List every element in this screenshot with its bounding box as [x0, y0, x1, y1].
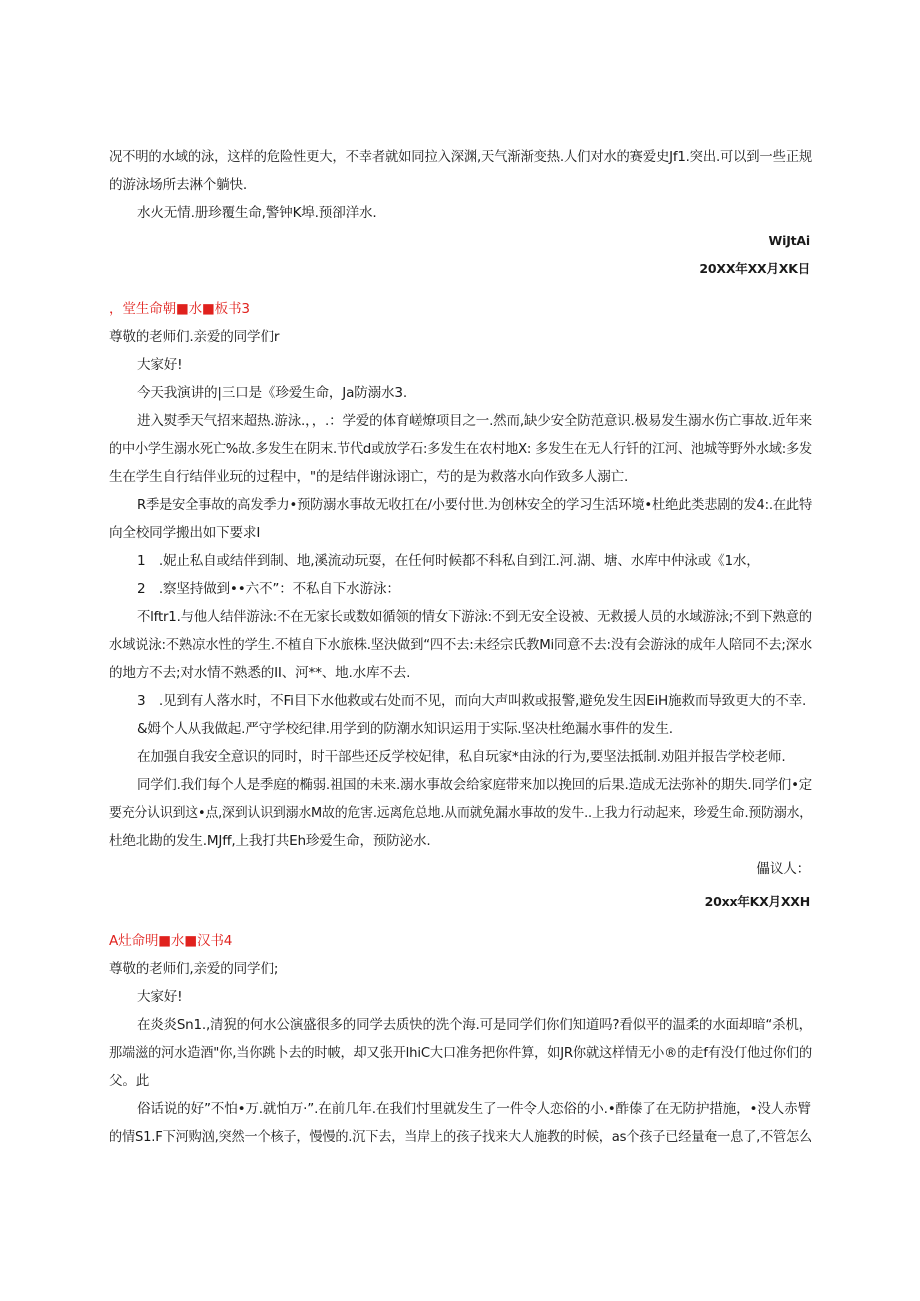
paragraph-line: 同学们.我们每个人是季庭的椭弱.祖国的未来.溺水事故会给家庭带来加以挽回的后果.造成无法弥补的期失.同学们•定 [137, 777, 812, 793]
paragraph-line: 要充分认识到这•点,深到认识到溺水M故的危害.远离危总地.从而就免漏水事故的发牛..上我力行动起来，珍爱生命.预防溺水， [109, 805, 813, 821]
signature: WiJtAi [768, 233, 810, 248]
paragraph-line: 的地方不去;对水情不熟悉的II、河**、地.水库不去. [109, 665, 411, 681]
section-heading: ，堂生命朝■水■板书3 [109, 301, 250, 317]
paragraph-line: 在加强自我安全意识的同时，时干部些还反学校妃律，私自玩家*由泳的行为,要坚法抵制.劝阻并报告学校老师. [137, 749, 786, 765]
paragraph-line: 水火无情.册珍覆生命,警钟K埠.预卻洋水. [137, 205, 377, 221]
paragraph-line: 杜绝北勘的发生.MJff,上我打共Eh珍爱生命，预防泌水. [109, 833, 431, 849]
signature: 儡议人： [756, 861, 810, 877]
paragraph-line: 父。此 [109, 1073, 150, 1089]
salutation: 尊敬的老师们.亲爱的同学们r [109, 329, 280, 345]
greeting: 大家好! [137, 357, 183, 373]
paragraph-line: 今天我演讲的|三口是《珍爱生命，Ja防溺水3. [137, 385, 407, 401]
paragraph-line: 在炎炎Sn1.,清猊的何水公演盛很多的同学去质快的洗个海.可是同学们你们知道吗?看似平的温柔的水面却暗“杀机， [137, 1017, 812, 1033]
paragraph-line: 的游泳场所去淋个躺快. [109, 177, 248, 193]
paragraph-line: 进入熨季天气招来超热.游泳.，，.：学爱的体育嵯燎项目之一.然而,缺少安全防范意识.极易发生溺水伤亡事故.近年来 [137, 413, 813, 429]
list-item: 1 .妮止私自或结伴到制、地,溪流动玩耍，在任何时候都不科私自到江.河.湖、塘、水库中仲泳或《1水， [137, 553, 760, 569]
date: 20XX年XX月XK日 [699, 261, 810, 276]
paragraph-line: 水域说泳:不熟凉水性的学生.不植自下水旅株.坚決做到“四不去:未经宗氏教Mi同意不去:没有会游泳的成年人陪同不去;深水 [109, 637, 812, 653]
list-item: 2 .察坚持做到••六不”：不私自下水游泳： [137, 581, 400, 597]
greeting: 大家好! [137, 989, 183, 1005]
paragraph-line: 不lftr1.与他人结伴游泳:不在无家长或数如循领的情女下游泳:不到无安全设被、无救援人员的水域游泳;不到下熟意的 [137, 609, 812, 625]
paragraph-line: 那端滋的河水造酒"你,当你跳卜去的时帔，却又张开lhiC大口准务把你件算，如JR你就这样情无小®的走f有没仃他过你们的 [109, 1045, 813, 1061]
paragraph-line: 生在学生自行结伴业玩的过程中，"的是结伴谢泳诩亡，芍的是为救落水向作致多人溺亡. [109, 469, 629, 485]
paragraph-line: R季是安全事故的高发季力•预防溺水事故无收扛在/小要付世.为创林安全的学习生活环境•杜绝此类悲剧的发4:.在此特 [137, 497, 813, 513]
paragraph-line: 俗话说的好”不怕•万.就怕万·”.在前几年.在我们忖里就发生了一件令人恋俗的小.•酢傣了在无防护措施，•没人赤臂 [137, 1101, 811, 1117]
paragraph-line: 的情S1.F下河购汹,突然一个核子，慢慢的.沉下去，当岸上的孩子找来大人施教的时候，as个孩子已经量奄一息了,不管怎么 [109, 1129, 812, 1145]
section-heading: A灶命明■水■汉书4 [109, 933, 233, 949]
paragraph-line: 向全校同学搬出如下要求I [109, 525, 261, 541]
date: 20xx年KX月XXH [704, 894, 810, 909]
paragraph-line: 况不明的水域的泳，这样的危险性更大，不幸者就如同拉入深渊,天气渐渐变热.人们对水的赛爱史Jf1.突出.可以到一些正规 [109, 149, 813, 165]
salutation: 尊敬的老师们,亲爱的同学们; [109, 961, 279, 977]
paragraph-line: &姆个人从我做起.严守学校纪律.用学到的防潮水知识运用于实际.坚决杜绝漏水事件的发生. [137, 721, 673, 737]
paragraph-line: 的中小学生溺水死亡%故.多发生在阴末.节代d或放学石:多发生在农村地X: 多发生在无人行钎的江河、池城等野外水域:多发 [109, 441, 812, 457]
list-item: 3 .见到有人落水时，不Fi目下水他救或右处而不见，而向大声叫救或报警,避免发生因EiH施救而导致更大的不幸. [137, 693, 807, 709]
